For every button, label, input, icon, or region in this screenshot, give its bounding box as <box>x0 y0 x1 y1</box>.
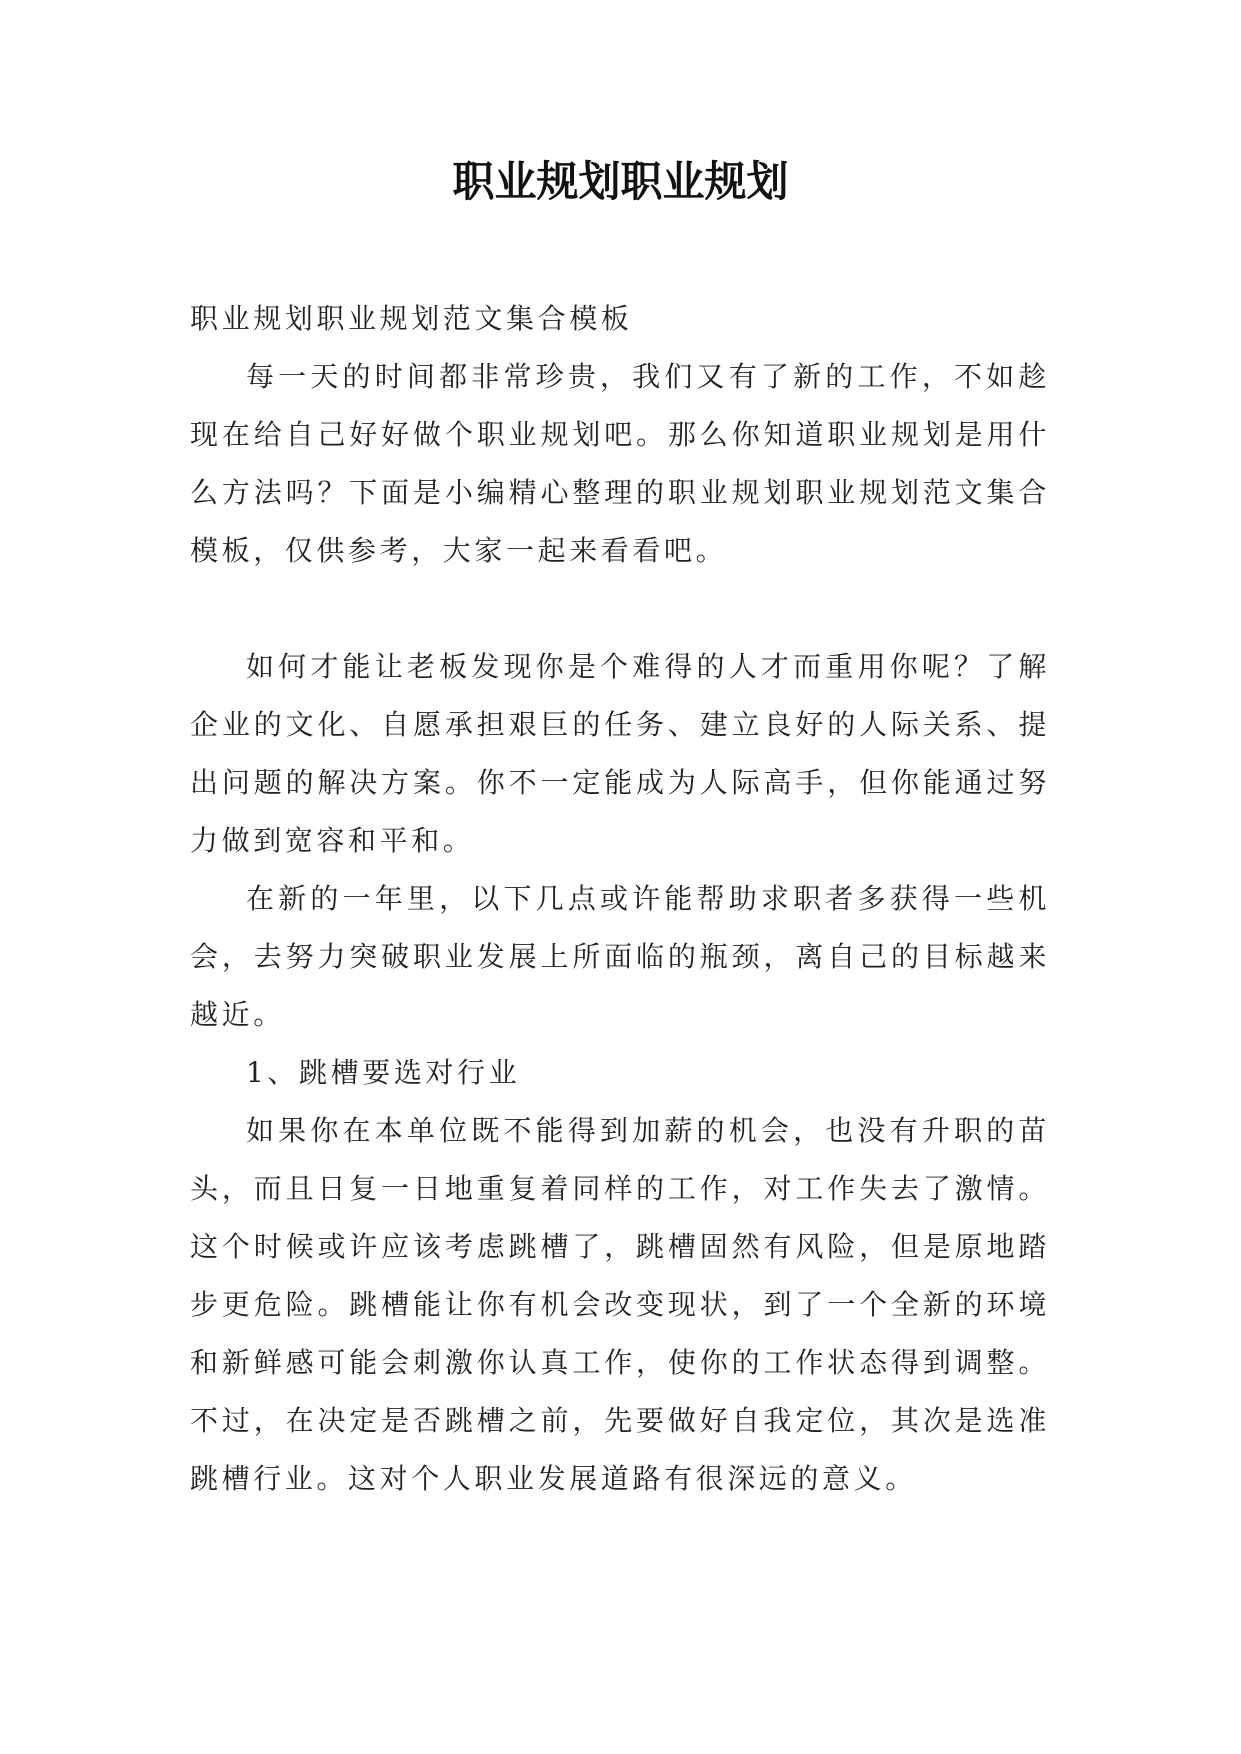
document-body <box>190 290 1050 1508</box>
paragraph-intro: 每一天的时间都非常珍贵，我们又有了新的工作，不如趁现在给自己好好做个职业规划吧。那么你知道职业规划是用什么方法吗？下面是小编精心整理的职业规划职业规划范文集合模板，仅供参考，大家一起来看看吧。 <box>190 360 1050 567</box>
paragraph-boss: 如何才能让老板发现你是个难得的人才而重用你呢？了解企业的文化、自愿承担艰巨的任务、建立良好的人际关系、提出问题的解决方案。你不一定能成为人际高手，但你能通过努力做到宽容和平和。 <box>190 650 1050 857</box>
paragraph-spacer <box>190 580 1050 638</box>
document-title: 职业规划职业规划 <box>452 157 789 206</box>
document-subtitle: 职业规划职业规划范文集合模板 <box>190 302 633 335</box>
paragraph-job-hopping: 如果你在本单位既不能得到加薪的机会，也没有升职的苗头，而且日复一日地重复着同样的工作，对工作失去了激情。这个时候或许应该考虑跳槽了，跳槽固然有风险，但是原地踏步更危险。跳槽能让你有机会改变现状，到了一个全新的环境和新鲜感可能会刺激你认真工作，使你的工作状态得到调整。不过，在决定是否跳槽之前，先要做好自我定位，其次是选准跳槽行业。这对个人职业发展道路有很深远的意义。 <box>190 1114 1050 1495</box>
section-heading-1: 1、跳槽要选对行业 <box>246 1056 521 1089</box>
paragraph-new-year: 在新的一年里，以下几点或许能帮助求职者多获得一些机会，去努力突破职业发展上所面临的瓶颈，离自己的目标越来越近。 <box>190 882 1050 1031</box>
